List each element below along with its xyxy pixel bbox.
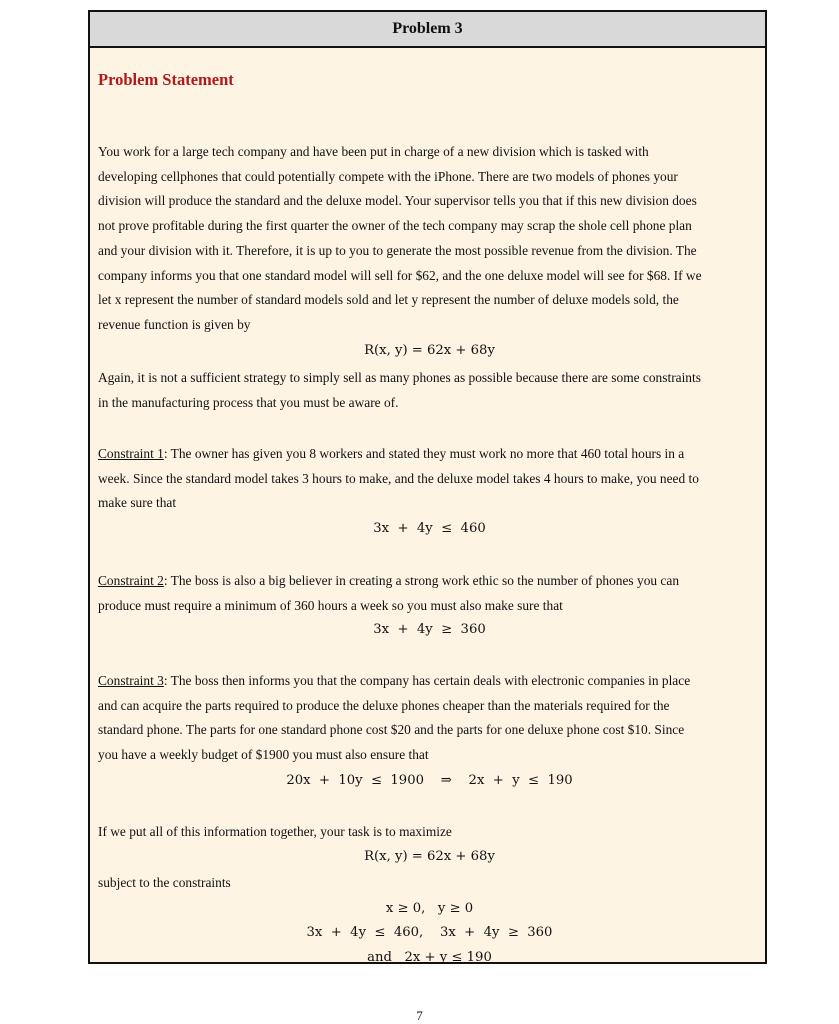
text-line: developing cellphones that could potentially compete with the iPhone. There are two models of phones your bbox=[98, 168, 678, 184]
subject-paragraph bbox=[98, 871, 758, 896]
constraint-2-equation: 3x + 4y ≥ 360 bbox=[373, 622, 486, 637]
text-line: Again, it is not a sufficient strategy to simply sell as many phones as possible because there are some constraints bbox=[98, 370, 701, 385]
problem-box bbox=[88, 10, 767, 964]
constraint-2-paragraph bbox=[98, 569, 758, 618]
text-line: make sure that bbox=[98, 495, 177, 511]
text-line: : The boss is also a big believer in creating a strong work ethic so the number of phones you can bbox=[163, 573, 680, 588]
text-line: revenue function is given by bbox=[98, 316, 251, 332]
constraint-3-equation: 20x + 10y ≤ 1900 ⇒ 2x + y ≤ 190 bbox=[286, 773, 573, 788]
constraint-1-paragraph bbox=[98, 442, 758, 516]
constraint-2-label: Constraint 2 bbox=[98, 573, 164, 588]
summary-paragraph bbox=[98, 820, 758, 845]
text-line: subject to the constraints bbox=[98, 875, 231, 890]
text-line: You work for a large tech company and have been put in charge of a new division which is tasked with bbox=[98, 144, 649, 159]
constraint-1-label: Constraint 1 bbox=[98, 446, 164, 461]
text-line: you have a weekly budget of $1900 you must also ensure that bbox=[98, 747, 429, 763]
text-line: If we put all of this information together, your task is to maximize bbox=[98, 824, 452, 839]
text-line: week. Since the standard model takes 3 hours to make, and the deluxe model takes 4 hours to make, you need to bbox=[98, 470, 699, 486]
text-line: in the manufacturing process that you must be aware of. bbox=[98, 394, 399, 410]
constraint-eq-budget: and 2x + y ≤ 190 bbox=[367, 950, 492, 965]
text-line: company informs you that one standard model will sell for $62, and the one deluxe model will see for $68. If we bbox=[98, 267, 702, 283]
text-line: division will produce the standard and the deluxe model. Your supervisor tells you that if this new division does bbox=[98, 193, 697, 209]
problem-title: Problem 3 bbox=[392, 20, 463, 37]
constraint-1-equation: 3x + 4y ≤ 460 bbox=[373, 521, 486, 536]
text-line: let x represent the number of standard models sold and let y represent the number of deluxe models sold, the bbox=[98, 292, 679, 308]
text-line: : The boss then informs you that the company has certain deals with electronic companies in place bbox=[163, 673, 691, 688]
problem-header bbox=[90, 12, 765, 48]
constraint-eq-hours: 3x + 4y ≤ 460, 3x + 4y ≥ 360 bbox=[306, 925, 553, 940]
text-line: : The owner has given you 8 workers and stated they must work no more that 460 total hours in a bbox=[163, 446, 685, 461]
intro-paragraph bbox=[98, 140, 758, 338]
text-line: not prove profitable during the first quarter the owner of the tech company may scrap the shole cell phone plan bbox=[98, 218, 692, 234]
page-number: 7 bbox=[416, 1008, 423, 1023]
maximize-equation: R(x, y) = 62x + 68y bbox=[364, 849, 495, 864]
text-line: produce must require a minimum of 360 hours a week so you must also make sure that bbox=[98, 597, 563, 613]
revenue-equation: R(x, y) = 62x + 68y bbox=[364, 343, 495, 358]
text-line: standard phone. The parts for one standard phone cost $20 and the parts for one deluxe phone cost $10. Since bbox=[98, 722, 685, 738]
problem-statement-title: Problem Statement bbox=[98, 70, 234, 89]
constraint-3-label: Constraint 3 bbox=[98, 673, 164, 688]
constraint-3-paragraph bbox=[98, 669, 758, 768]
text-line: and can acquire the parts required to produce the deluxe phones cheaper than the materials required for the bbox=[98, 697, 670, 713]
again-paragraph bbox=[98, 366, 758, 415]
constraint-eq-nonneg: x ≥ 0, y ≥ 0 bbox=[385, 901, 474, 916]
text-line: and your division with it. Therefore, it is up to you to generate the most possible revenue from the division. The bbox=[98, 242, 697, 258]
